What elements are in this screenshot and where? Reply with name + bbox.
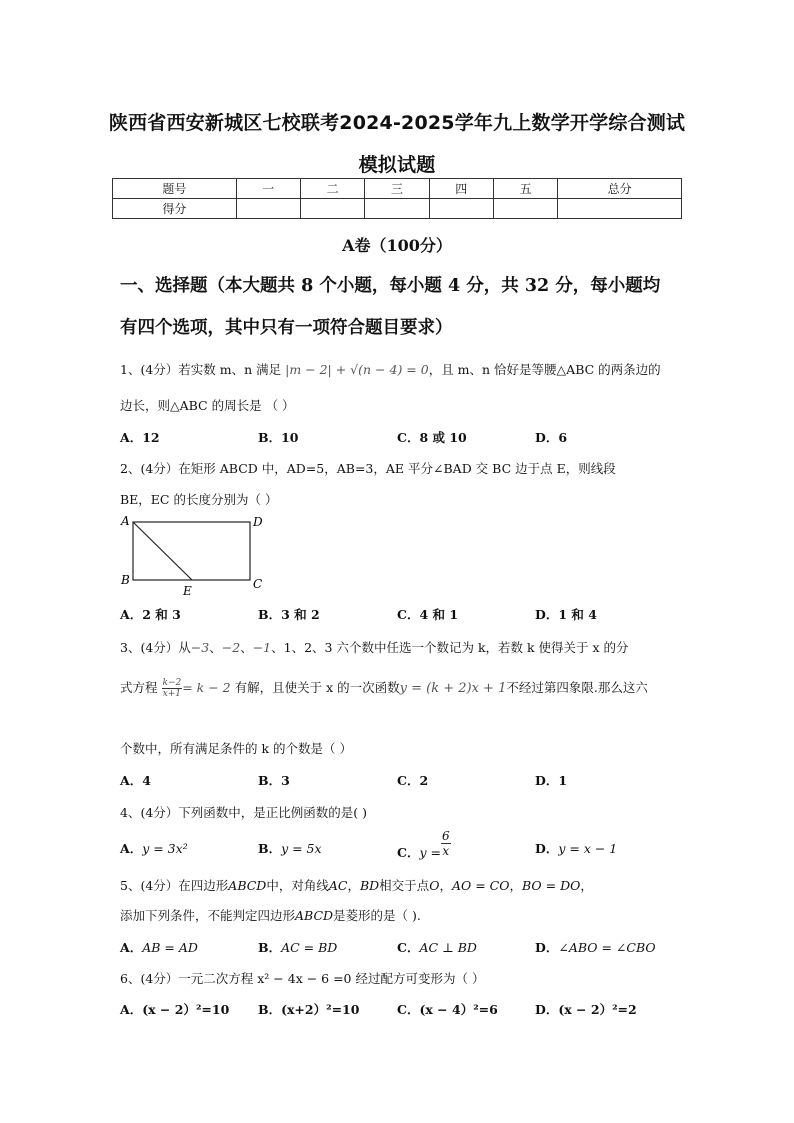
score-table-header-row	[113, 179, 682, 199]
q4-option-d[interactable]	[535, 839, 617, 857]
q1-text-pre: 1、(4分）若实数 m、n 满足	[120, 362, 286, 377]
q5-text: 相交于点	[379, 878, 430, 893]
q5-option-a-label: A．	[120, 940, 143, 955]
q4-c-den: x	[442, 844, 450, 858]
score-cell: 二	[300, 179, 364, 199]
q5-text: ，	[509, 878, 522, 893]
question-4-text: 4、(4分）下列函数中，是正比例函数的是( )	[120, 805, 368, 820]
q4-c-num: 6	[441, 829, 450, 843]
q6-option-a[interactable]: A．(x − 2）²=10	[120, 1002, 230, 1017]
label-a: A	[121, 514, 130, 528]
q4-formula-b: y = 5x	[281, 841, 322, 856]
q3-line2-post: 不经过第四象限.那么这六	[506, 680, 648, 695]
q5-option-c-label: C．	[397, 940, 420, 955]
q5-formula-b: AC = BD	[281, 940, 338, 955]
question-1-line1	[120, 360, 661, 378]
score-input-cell[interactable]	[429, 199, 493, 219]
q4-option-a-label: A．	[120, 841, 143, 856]
q3-num-2: −2	[221, 640, 241, 655]
score-input-cell[interactable]	[558, 199, 682, 219]
q3-num-3: −1	[252, 640, 272, 655]
score-input-cell[interactable]	[236, 199, 300, 219]
exam-title-line1: 陕西省西安新城区七校联考2024-2025学年九上数学开学综合测试	[108, 112, 686, 134]
q3-text-mid: 、1、2、3 六个数中任选一个数记为 k，若数 k 使得关于 x 的分	[271, 640, 629, 655]
q5-ao-co: AO = CO	[451, 878, 510, 893]
q3-num-1: −3	[190, 640, 210, 655]
q5-text: 5、(4分）在四边形	[120, 878, 229, 893]
q2-option-b[interactable]: B．3 和 2	[258, 607, 320, 622]
volume-heading: A卷（100分）	[342, 236, 452, 255]
q5-option-b-label: B．	[258, 940, 282, 955]
score-cell: 题号	[113, 179, 237, 199]
q3-option-d[interactable]: D．1	[535, 773, 568, 788]
score-cell: 一	[236, 179, 300, 199]
q3-frac-num: k−2	[162, 678, 182, 688]
q5-formula-a: AB = AD	[142, 940, 198, 955]
q3-fraction	[162, 678, 183, 699]
q2-option-a[interactable]: A．2 和 3	[120, 607, 181, 622]
q5-bo-do: BO = DO	[521, 878, 581, 893]
q4-formula-a: y = 3x²	[142, 841, 188, 856]
question-3-line2	[120, 678, 648, 699]
q5-text: ，	[439, 878, 452, 893]
q5-bd: BD	[359, 878, 380, 893]
q3-option-a[interactable]: A．4	[120, 773, 151, 788]
label-c: C	[253, 577, 263, 591]
rectangle-figure	[116, 512, 276, 602]
score-cell: 四	[429, 179, 493, 199]
q5-text: 是菱形的是（ ).	[333, 908, 421, 923]
q5-option-a[interactable]	[120, 938, 198, 956]
score-cell: 三	[365, 179, 429, 199]
q4-option-b[interactable]	[258, 839, 322, 857]
segment-ae	[133, 522, 192, 580]
question-5-line1	[120, 876, 593, 894]
question-3-line1: 3、(4分）从−3、−2、−1、1、2、3 六个数中任选一个数记为 k，若数 k 使得关于 x 的分	[120, 640, 629, 655]
question-6-text: 6、(4分）一元二次方程 x² − 4x − 6 =0 经过配方可变形为（ ）	[120, 971, 485, 986]
label-b: B	[121, 573, 130, 587]
q3-line2-mid: 有解，且使关于 x 的一次函数	[234, 680, 400, 695]
q3-text-pre: 3、(4分）从	[120, 640, 191, 655]
q4-option-c[interactable]	[397, 829, 451, 858]
q5-option-d-label: D．	[535, 940, 559, 955]
q5-option-d[interactable]	[535, 938, 656, 956]
q5-ac: AC	[328, 878, 348, 893]
q5-text: 添加下列条件，不能判定四边形	[120, 908, 296, 923]
section-heading-line1: 一、选择题（本大题共 8 个小题，每小题 4 分，共 32 分，每小题均	[120, 276, 661, 296]
q4-option-d-label: D．	[535, 841, 559, 856]
q1-formula: |m − 2| + √(n − 4) = 0	[285, 362, 429, 377]
q5-option-b[interactable]	[258, 938, 337, 956]
score-input-cell[interactable]	[493, 199, 557, 219]
score-input-cell[interactable]	[365, 199, 429, 219]
q5-o: O	[429, 878, 440, 893]
section-heading-line2: 有四个选项，其中只有一项符合题目要求）	[120, 318, 453, 338]
question-2-line2: BE，EC 的长度分别为（ ）	[120, 492, 278, 507]
q4-formula-d: y = x − 1	[558, 841, 618, 856]
question-3-line3: 个数中，所有满足条件的 k 的个数是（ ）	[120, 741, 352, 756]
q1-option-d[interactable]: D．6	[535, 430, 568, 445]
label-e: E	[183, 584, 192, 598]
q1-text-post: ，且 m、n 恰好是等腰△ABC 的两条边的	[428, 362, 661, 377]
q3-function: y = (k + 2)x + 1	[399, 681, 507, 696]
q5-option-c[interactable]	[397, 938, 477, 956]
q5-text: ，	[347, 878, 360, 893]
label-d: D	[253, 515, 263, 529]
q5-abcd-2: ABCD	[295, 908, 334, 923]
score-cell: 五	[493, 179, 557, 199]
question-1-line2: 边长，则△ABC 的周长是 （ ）	[120, 398, 295, 413]
q3-option-c[interactable]: C．2	[397, 773, 429, 788]
q5-formula-d: ∠ABO = ∠CBO	[558, 940, 656, 955]
q1-option-a[interactable]: A．12	[120, 430, 160, 445]
q4-c-fraction	[441, 829, 451, 858]
q1-option-c[interactable]: C．8 或 10	[397, 430, 467, 445]
q3-line2-pre: 式方程	[120, 680, 158, 695]
question-5-line2	[120, 906, 421, 924]
q1-option-b[interactable]: B．10	[258, 430, 299, 445]
rectangle-abcd	[133, 522, 250, 580]
q5-text: ，	[580, 878, 593, 893]
q4-option-a[interactable]	[120, 839, 188, 857]
score-cell: 得分	[113, 199, 237, 219]
q5-text: 中，对角线	[266, 878, 329, 893]
score-cell: 总分	[558, 179, 682, 199]
question-2-line1: 2、(4分）在矩形 ABCD 中，AD=5，AB=3，AE 平分∠BAD 交 BC 边于点 E，则线段	[120, 461, 616, 476]
q6-option-c[interactable]: C．(x − 4）²=6	[397, 1002, 498, 1017]
score-table-score-row	[113, 199, 682, 219]
score-input-cell[interactable]	[300, 199, 364, 219]
q5-abcd: ABCD	[228, 878, 267, 893]
q5-formula-c: AC ⊥ BD	[419, 940, 477, 955]
q4-option-c-label: C．	[397, 845, 420, 860]
exam-title-line2: 模拟试题	[358, 154, 436, 176]
q2-option-d[interactable]: D．1 和 4	[535, 607, 597, 622]
q4-option-b-label: B．	[258, 841, 282, 856]
q4-formula-c: y =	[419, 845, 441, 860]
score-table	[112, 178, 682, 219]
q6-option-d[interactable]: D．(x − 2）²=2	[535, 1002, 637, 1017]
q3-frac-den: x+1	[162, 689, 182, 699]
q2-option-c[interactable]: C．4 和 1	[397, 607, 459, 622]
q6-option-b[interactable]: B．(x+2）²=10	[258, 1002, 360, 1017]
q3-option-b[interactable]: B．3	[258, 773, 290, 788]
q3-frac-rhs: = k − 2	[182, 680, 231, 695]
